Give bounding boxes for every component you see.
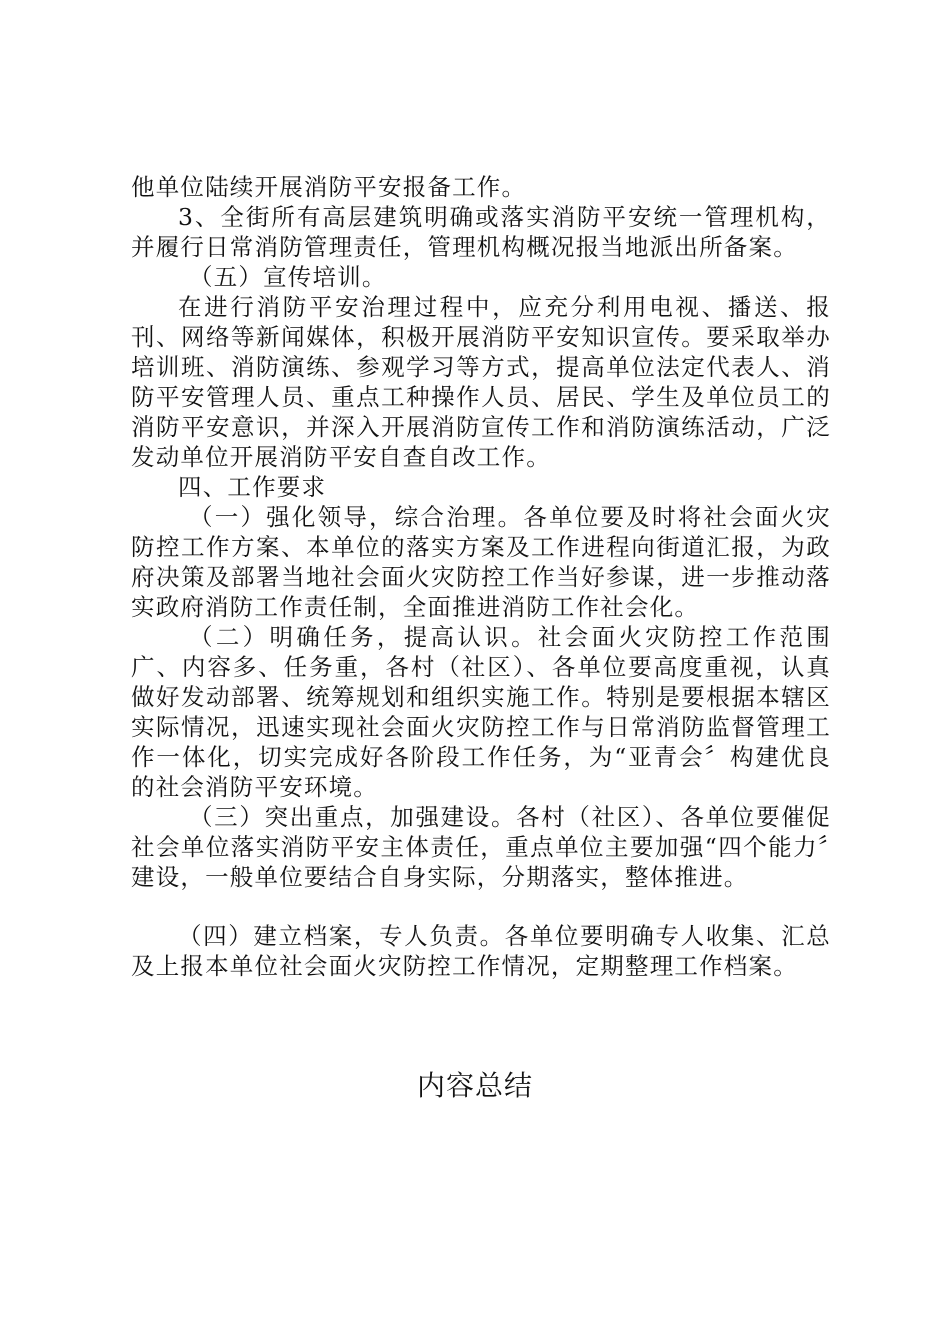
summary-title: 内容总结 (416, 1069, 533, 1102)
section-heading-work-requirements: 四、工作要求 (178, 473, 327, 501)
document-body (131, 172, 831, 981)
paragraph-requirement-1: （一）强化领导，综合治理。各单位要及时将社会面火灾防控工作方案、本单位的落实方案及工作进程向街道汇报，为政府决策及部署当地社会面火灾防控工作当好参谋，进一步推动落实政府消防工作责任制，全面推进消防工作社会化。 (131, 503, 831, 621)
paragraph-requirement-4: （四）建立档案，专人负责。各单位要明确专人收集、汇总及上报本单位社会面火灾防控工作情况，定期整理工作档案。 (131, 922, 831, 980)
paragraph-publicity-training: 在进行消防平安治理过程中，应充分利用电视、播送、报刊、网络等新闻媒体，积极开展消防平安知识宣传。要采取举办培训班、消防演练、参观学习等方式，提高单位法定代表人、消防平安管理人员、重点工种操作人员、居民、学生及单位员工的消防平安意识，并深入开展消防宣传工作和消防演练活动，广泛发动单位开展消防平安自查自改工作。 (131, 293, 831, 471)
section-heading-publicity-training: （五）宣传培训。 (189, 263, 387, 291)
paragraph-requirement-2: （二）明确任务，提高认识。社会面火灾防控工作范围广、内容多、任务重，各村（社区）、各单位要高度重视，认真做好发动部署、统筹规划和组织实施工作。特别是要根据本辖区实际情况，迅速实现社会面火灾防控工作与日常消防监督管理工作一体化，切实完成好各阶段工作任务，为“亚青会〞构建优良的社会消防平安环境。 (131, 623, 831, 801)
paragraph-continuation: 他单位陆续开展消防平安报备工作。 (131, 173, 527, 201)
paragraph-item-3: 3、全街所有高层建筑明确或落实消防平安统一管理机构，并履行日常消防管理责任，管理机构概况报当地派出所备案。 (131, 203, 831, 261)
paragraph-requirement-3: （三）突出重点，加强建设。各村（社区）、各单位要催促社会单位落实消防平安主体责任，重点单位主要加强“四个能力〞建设，一般单位要结合自身实际，分期落实，整体推进。 (131, 803, 831, 891)
